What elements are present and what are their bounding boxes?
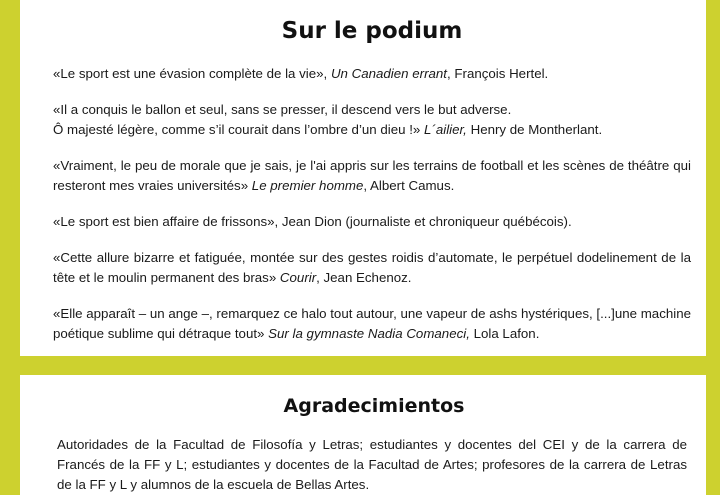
quote-author: Lola Lafon. — [469, 326, 540, 341]
quote-work: Le premier homme — [251, 178, 364, 193]
quote-author: Henry de Montherlant. — [466, 122, 603, 137]
quote-text: «Le sport est une évasion complète de la vie», — [53, 66, 331, 81]
quote-work: Un Canadien errant — [330, 66, 447, 81]
quote-author: , François Hertel. — [447, 66, 549, 81]
quote-text: «Cette allure bizarre et fatiguée, montée sur des gestes roidis d’automate, le perpétuel dodelinement de la tête et le moulin permanent des bras» — [53, 250, 691, 285]
quote-text: «Vraiment, le peu de morale que je sais, je l'ai appris sur les terrains de football et les scènes de théâtre qui resteront mes vraies universités» — [53, 158, 691, 193]
thanks-title: Agradecimientos — [283, 395, 465, 417]
quote-hertel — [53, 64, 691, 84]
quote-camus — [53, 156, 691, 196]
podium-card — [20, 0, 706, 356]
quote-text: «Le sport est bien affaire de frissons», Jean Dion (journaliste et chroniqueur québécois). — [53, 214, 572, 229]
podium-title: Sur le podium — [281, 18, 463, 44]
thanks-card — [20, 375, 706, 495]
quote-work: Sur la gymnaste Nadia Comaneci, — [268, 326, 470, 341]
quote-montherlant — [53, 100, 691, 140]
thanks-text: Autoridades de la Facultad de Filosofía y Letras; estudiantes y docentes del CEI y de la carrera de Francés de la FF y L; estudiantes y docentes de la Facultad de Artes; profesores de la carrera de Letras de la FF y L y alumnos de la escuela de Bellas Artes. — [57, 437, 687, 492]
quote-work: Courir — [279, 270, 317, 285]
quote-text: «Il a conquis le ballon et seul, sans se presser, il descend vers le but adverse. — [53, 102, 512, 117]
quote-dion — [53, 212, 691, 232]
quote-author: , Albert Camus. — [363, 178, 455, 193]
quote-author: , Jean Echenoz. — [316, 270, 412, 285]
quote-text: «Elle apparaît – un ange –, remarquez ce halo tout autour, une vapeur de ashs hystériques, [...]une machine poétique sublime qui détraque tout» — [53, 306, 691, 341]
quote-lafon — [53, 304, 691, 344]
quote-text-line2: Ô majesté légère, comme s’il courait dans l’ombre d’un dieu !» — [53, 122, 425, 137]
quote-work: L´ailier, — [424, 122, 467, 137]
quote-echenoz — [53, 248, 691, 288]
